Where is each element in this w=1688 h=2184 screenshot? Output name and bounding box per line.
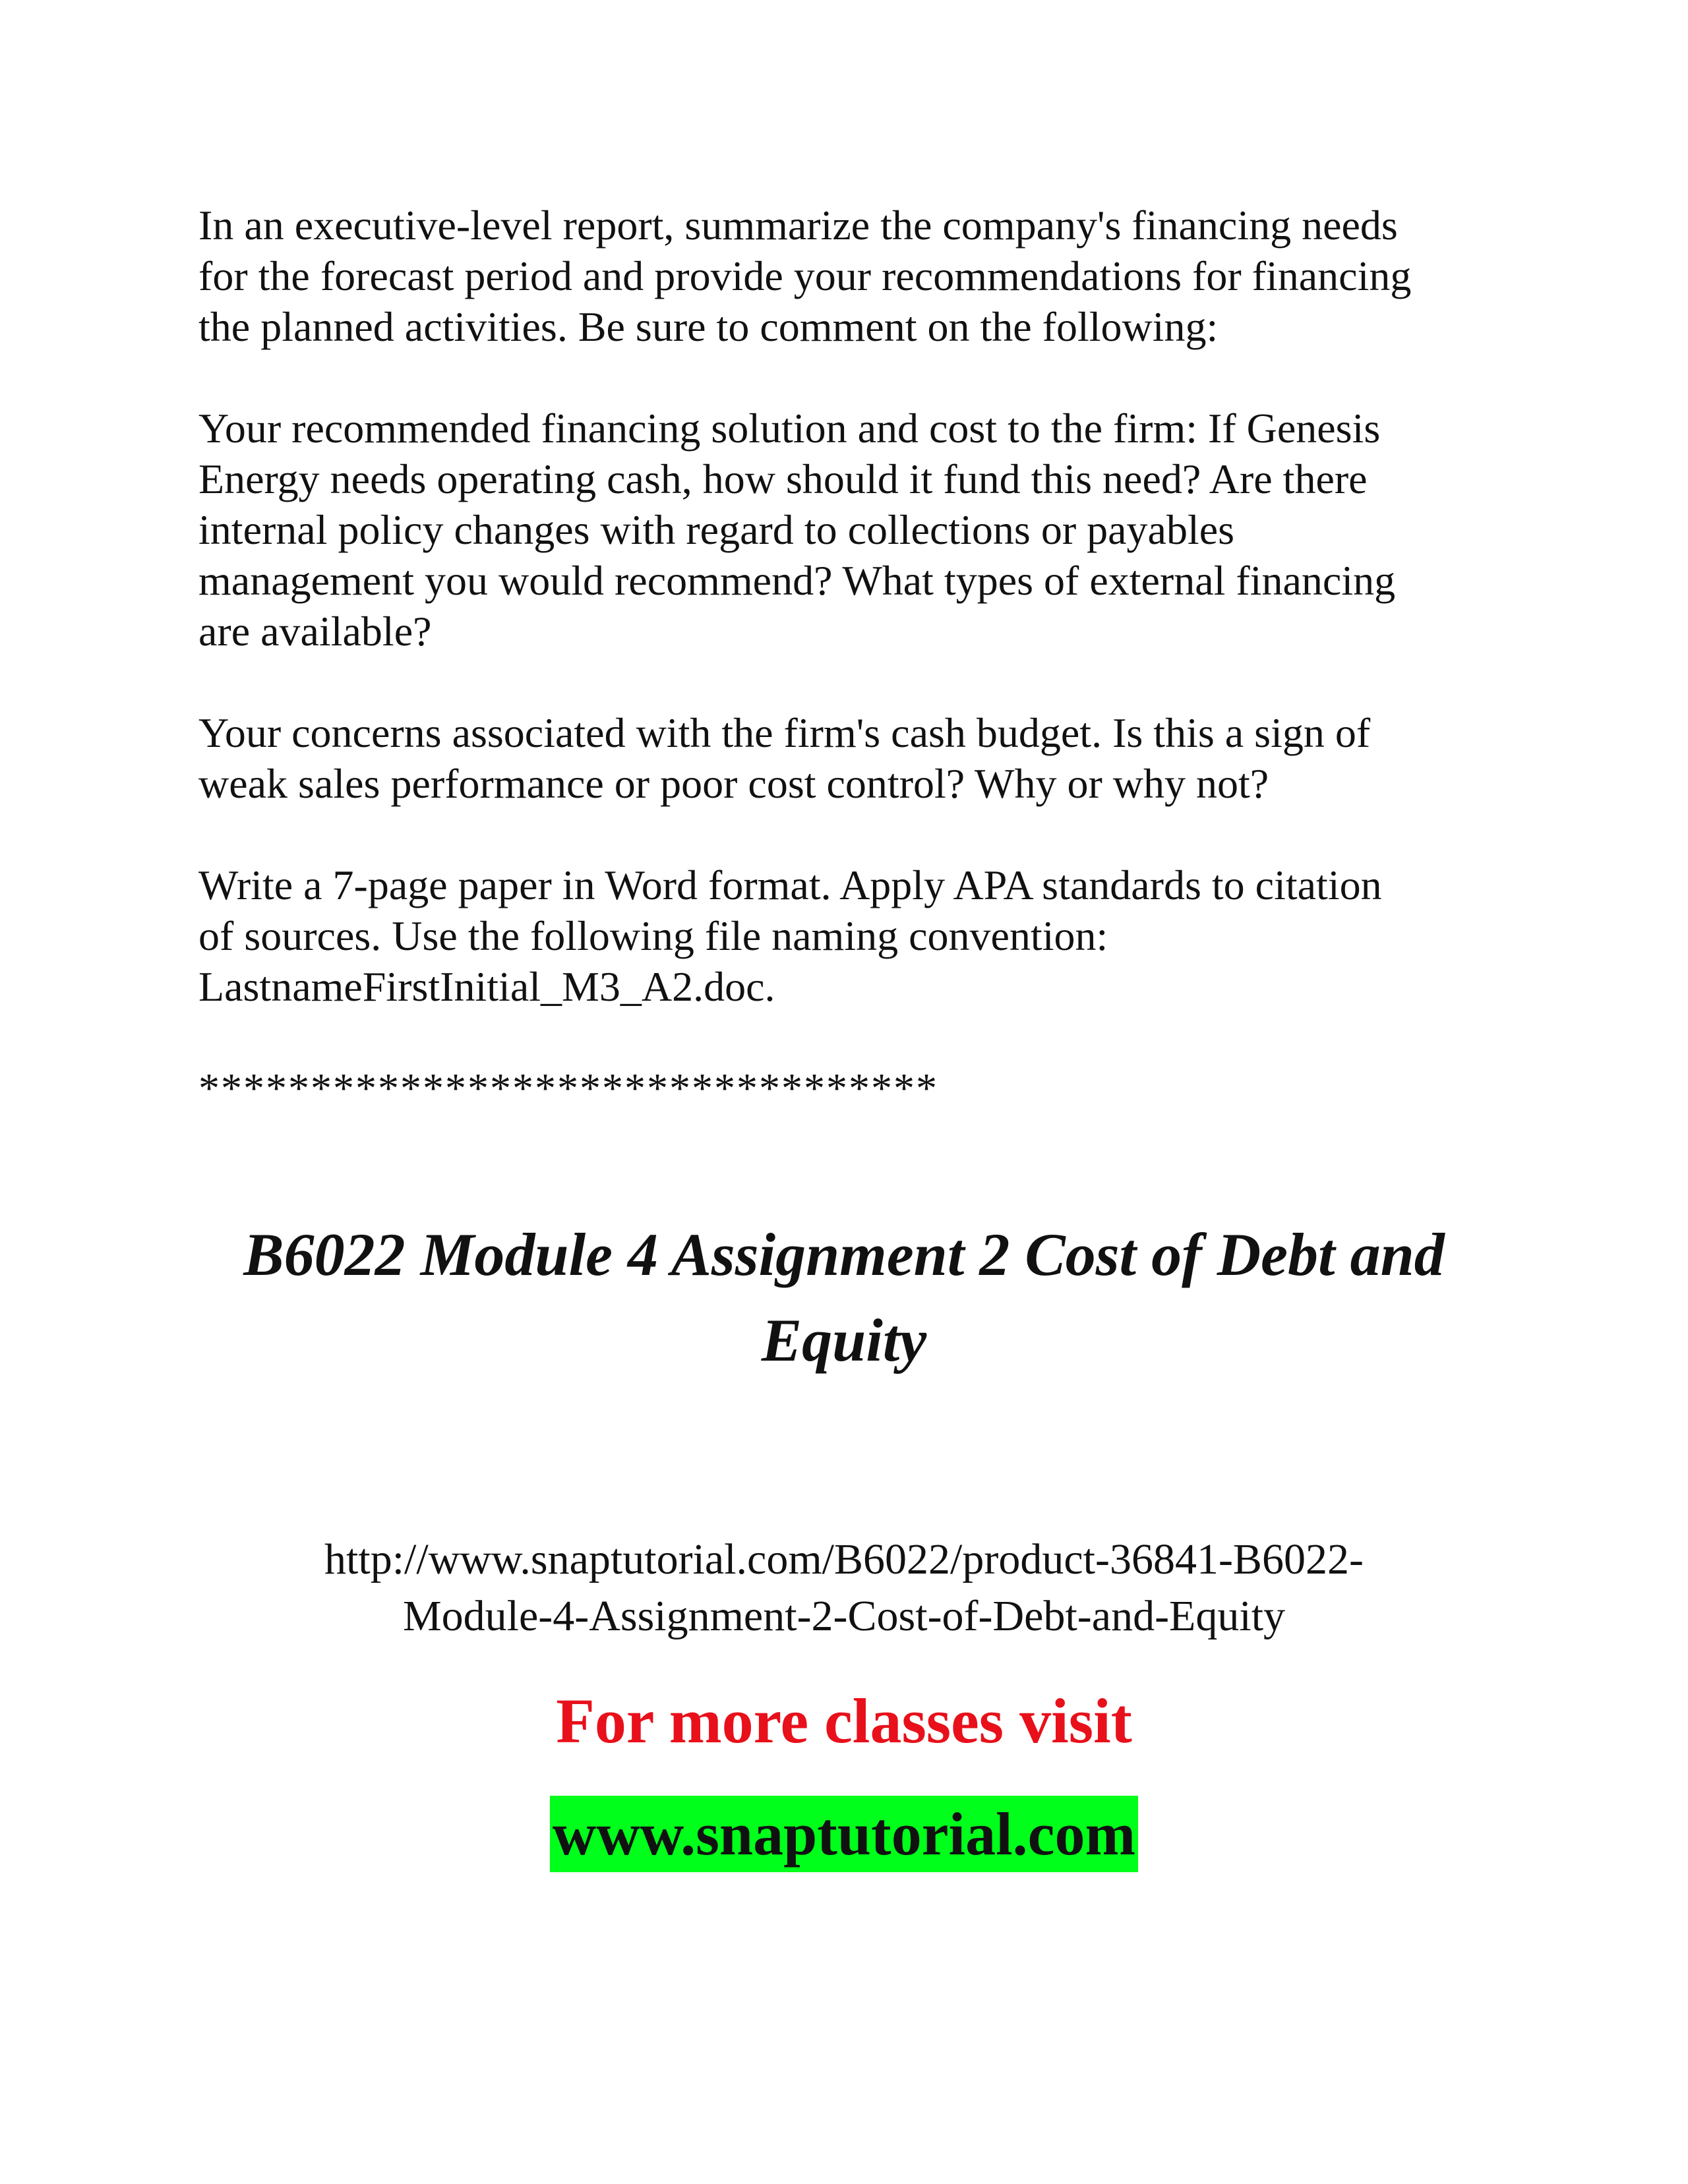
site-link-container <box>0 1796 1688 1872</box>
instruction-paragraph-1 <box>198 200 1491 352</box>
text-line: management you would recommend? What types of external financing <box>198 557 1396 604</box>
promo-heading: For more classes visit <box>556 1686 1132 1756</box>
product-url[interactable] <box>132 1531 1556 1645</box>
instruction-paragraph-4 <box>198 860 1491 1012</box>
assignment-title <box>132 1212 1556 1383</box>
text-line: for the forecast period and provide your recommendations for financing <box>198 252 1412 299</box>
text-line: are available? <box>198 608 432 655</box>
url-line[interactable]: http://www.snaptutorial.com/B6022/product-36841-B6022- <box>324 1535 1364 1583</box>
text-line: In an executive-level report, summarize the company's financing needs <box>198 202 1398 249</box>
text-line: Energy needs operating cash, how should it fund this need? Are there <box>198 456 1368 502</box>
text-line: Write a 7-page paper in Word format. Apply APA standards to citation <box>198 862 1382 908</box>
text-line: internal policy changes with regard to collections or payables <box>198 506 1235 553</box>
instruction-paragraph-3 <box>198 707 1491 809</box>
text-line: Your concerns associated with the firm's cash budget. Is this a sign of <box>198 709 1371 756</box>
title-line: Equity <box>761 1307 927 1374</box>
title-line: B6022 Module 4 Assignment 2 Cost of Debt and <box>243 1221 1445 1288</box>
text-line: LastnameFirstInitial_M3_A2.doc. <box>198 963 775 1010</box>
text-line: Your recommended financing solution and cost to the firm: If Genesis <box>198 405 1381 452</box>
instruction-paragraph-2 <box>198 403 1491 657</box>
site-link[interactable]: www.snaptutorial.com <box>550 1796 1138 1872</box>
text-line: of sources. Use the following file naming convention: <box>198 912 1108 959</box>
separator-line: ********************************* <box>198 1065 938 1111</box>
url-line[interactable]: Module-4-Assignment-2-Cost-of-Debt-and-Equity <box>402 1592 1286 1640</box>
text-line: weak sales performance or poor cost control? Why or why not? <box>198 760 1269 807</box>
text-line: the planned activities. Be sure to comment on the following: <box>198 303 1219 350</box>
